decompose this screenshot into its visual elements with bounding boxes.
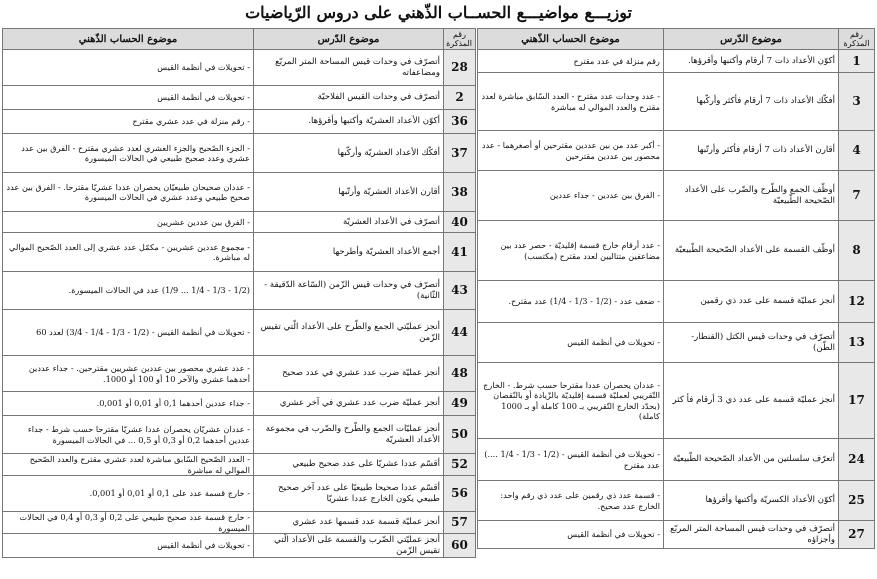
row-lesson: أوظّف القسمة على الأعداد الصّحيحة الطّبيعيّة	[664, 221, 839, 281]
row-number: 12	[839, 281, 875, 323]
row-mental: - عددان عشريّان يحصران عددا عشريّا مقترحا حسب شرط - جداء عددين أحدهما 0,2 أو 0,3 أو 0,5 ... في الحالات الميسورة	[3, 416, 254, 454]
row-number: 56	[444, 476, 476, 512]
row-mental: - تحويلات في أنظمة القيس	[478, 521, 664, 549]
table-row	[3, 534, 476, 558]
row-mental: - الفرق بين عددين - جداء عددين	[478, 171, 664, 221]
row-number: 41	[444, 233, 476, 272]
row-number: 48	[444, 356, 476, 392]
row-mental: - تحويلات في أنظمة القيس	[3, 50, 254, 86]
row-lesson: أنجز عمليّات الجمع والطّرح والضّرب في مجموعة الأعداد العشريّة	[254, 416, 444, 454]
row-number: 36	[444, 110, 476, 134]
row-lesson: أكوّن الأعداد ذات 7 أرقام وأكتبها وأقرؤها.	[664, 50, 839, 73]
row-lesson: أتصرّف في وحدات قيس الكتل (القنطار- الطّن)	[664, 323, 839, 363]
row-lesson: أتصرّف في وحدات قيس المساحة المتر المربّع ومضاعفاته	[254, 50, 444, 86]
table-row	[3, 86, 476, 110]
row-number: 38	[444, 173, 476, 212]
header-number: رقم المذكرة	[839, 29, 875, 50]
row-lesson: أفكّك الأعداد ذات 7 أرقام فأكثر وأركّبها	[664, 73, 839, 131]
row-mental: - تحويلات في أنظمة القيس - (1/2 - 1/3 - 1/4 ....) عدد مقترح	[478, 439, 664, 481]
table-row	[478, 323, 875, 363]
row-lesson: أكوّن الأعداد الكسريّة وأكتبها وأقرؤها	[664, 481, 839, 521]
row-mental: رقم منزلة في عدد مقترح	[478, 50, 664, 73]
row-mental: - تحويلات في أنظمة القيس	[3, 534, 254, 558]
row-mental: - عددان صحيحان طبيعيّان يحصران عددا عشريّا مقترحا. - الفرق بين عدد صحيح طبيعي وعدد عشري في الحالات الميسورة	[3, 173, 254, 212]
header-lesson: موضوع الدّرس	[254, 29, 444, 50]
row-lesson: أقسّم عددا عشريّا على عدد صحيح طبيعي	[254, 454, 444, 476]
row-lesson: أوظّف الجمع والطّرح والضّرب على الأعداد الصّحيحة الطّبيعيّة	[664, 171, 839, 221]
row-lesson: أكوّن الأعداد العشريّة وأكتبها وأقرؤها.	[254, 110, 444, 134]
row-mental: - خارج قسمة عدد على 0,1 أو 0,01 أو 0,001.	[3, 476, 254, 512]
table-row	[478, 439, 875, 481]
row-number: 2	[444, 86, 476, 110]
table-row	[478, 73, 875, 131]
row-number: 4	[839, 131, 875, 171]
row-lesson: أنجز عمليّة قسمة على عدد ذي 3 أرقام فأ كثر	[664, 363, 839, 439]
table-header-row	[3, 29, 476, 50]
row-mental: - تحويلات في أنظمة القيس	[478, 323, 664, 363]
row-number: 25	[839, 481, 875, 521]
header-mental: موضوع الحساب الذّهني	[478, 29, 664, 50]
table-row	[3, 476, 476, 512]
row-mental: - تحويلات في أنظمة القيس	[3, 86, 254, 110]
distribution-table-right	[477, 28, 875, 549]
table-row	[478, 131, 875, 171]
row-number: 37	[444, 134, 476, 173]
row-number: 7	[839, 171, 875, 221]
row-mental: - عدد أرقام خارج قسمة إقليديّة - حصر عدد بين مضاعفين متتاليين لعدد مقترح (مكتسب)	[478, 221, 664, 281]
row-mental: - عدد وحدات عدد مقترح - العدد السّابق مباشرة لعدد مقترح والعدد الموالي له مباشرة	[478, 73, 664, 131]
row-number: 52	[444, 454, 476, 476]
row-mental: - قسمة عدد ذي رقمين على عدد ذي رقم واحد: الخارج عدد صحيح.	[478, 481, 664, 521]
table-row	[3, 233, 476, 272]
row-lesson: أنجز عمليّة ضرب عدد عشري في عدد صحيح	[254, 356, 444, 392]
row-lesson: أنجز عمليّة ضرب عدد عشري في آخر عشري	[254, 392, 444, 416]
row-mental: (1/2 - 1/3 - 1/4 ... 1/9) عدد في الحالات الميسورة.	[3, 272, 254, 310]
table-row	[3, 416, 476, 454]
table-row	[478, 281, 875, 323]
table-row	[478, 363, 875, 439]
row-mental: - أكبر عدد من بين عددين مقترحين أو أصغرهما - عدد محصور بين عددين مقترحين	[478, 131, 664, 171]
table-row	[3, 272, 476, 310]
row-number: 17	[839, 363, 875, 439]
row-lesson: أنجز عمليّتي الجمع والطّرح على الأعداد الّتي تقيس الزّمن	[254, 310, 444, 356]
row-lesson: أقسّم عددا صحيحا طبيعيّا على عدد آخر صحيح طبيعي يكون الخارج عددا عشريّا	[254, 476, 444, 512]
row-mental: - ضعف عدد - (1/2 - 1/3 - 1/4) عدد مقترح.	[478, 281, 664, 323]
table-row	[3, 212, 476, 233]
row-mental: - عدد عشري محصور بين عددين عشريين مقترحين. - جداء عددين أحدهما عشري والآخر 10 أو 100 أو 1000.	[3, 356, 254, 392]
row-lesson: أتعرّف سلسلتين من الأعداد الصّحيحة الطّبيعيّة	[664, 439, 839, 481]
row-mental: - الفرق بين عددين عشريين	[3, 212, 254, 233]
header-mental: موضوع الحساب الذّهني	[3, 29, 254, 50]
row-number: 40	[444, 212, 476, 233]
row-lesson: أقارن الأعداد العشريّة وأرتّبها	[254, 173, 444, 212]
table-row	[478, 221, 875, 281]
row-number: 1	[839, 50, 875, 73]
table-row	[3, 310, 476, 356]
row-number: 24	[839, 439, 875, 481]
table-row	[3, 173, 476, 212]
header-number: رقم المذكرة	[444, 29, 476, 50]
table-row	[3, 356, 476, 392]
row-number: 50	[444, 416, 476, 454]
row-lesson: أنجز عمليّة قسمة عدد قسمها عدد عشري	[254, 512, 444, 534]
table-row	[3, 50, 476, 86]
row-lesson: أنجز عمليّة قسمة على عدد ذي رقمين	[664, 281, 839, 323]
table-row	[478, 171, 875, 221]
row-number: 27	[839, 521, 875, 549]
row-number: 43	[444, 272, 476, 310]
row-number: 57	[444, 512, 476, 534]
row-mental: - الجزء الصّحيح والجزء العشري لعدد عشري مقترح - الفرق بين عدد عشري وعدد صحيح طبيعي في الحالات الميسورة	[3, 134, 254, 173]
row-mental: - خارج قسمة عدد صحيح طبيعي على 0,2 أو 0,3 أو 0,4 في الحالات الميسورة	[3, 512, 254, 534]
row-lesson: أجمع الأعداد العشريّة وأطرحها	[254, 233, 444, 272]
table-header-row	[478, 29, 875, 50]
header-lesson: موضوع الدّرس	[664, 29, 839, 50]
row-mental: - رقم منزلة في عدد عشري مقترح	[3, 110, 254, 134]
row-number: 44	[444, 310, 476, 356]
row-number: 28	[444, 50, 476, 86]
row-lesson: أنجز عمليّتي الضّرب والقسمة على الأعداد الّتي تقيس الزّمن	[254, 534, 444, 558]
row-mental: - العدد الصّحيح السّابق مباشرة لعدد عشري مقترح والعدد الصّحيح الموالي له مباشرة	[3, 454, 254, 476]
row-mental: - عددان يحصران عددا مقترحا حسب شرط. - الخارج التّقريبي لعمليّة قسمة إقليديّة بالزّيادة أو بالنّقصان (بحدّد الخارج التّقريبي بـ 100 كاملة أو بـ 1000 كاملة)	[478, 363, 664, 439]
row-lesson: أقارن الأعداد ذات 7 أرقام فأكثر وأرتّبها	[664, 131, 839, 171]
row-number: 8	[839, 221, 875, 281]
table-row	[3, 512, 476, 534]
table-row	[478, 50, 875, 73]
row-mental: - جداء عددين أحدهما 0,1 أو 0,01 أو 0,001.	[3, 392, 254, 416]
row-mental: - تحويلات في أنظمة القيس - (1/2 - 1/3 - 1/4 - 3/4) لعدد 60	[3, 310, 254, 356]
row-number: 3	[839, 73, 875, 131]
table-row	[3, 134, 476, 173]
table-row	[3, 110, 476, 134]
row-lesson: أتصرّف في الأعداد العشريّة	[254, 212, 444, 233]
row-number: 49	[444, 392, 476, 416]
row-mental: - مجموع عددين عشريين - مكمّل عدد عشري إلى العدد الصّحيح الموالي له مباشرة.	[3, 233, 254, 272]
page-title: توزيـــع مواضيـــع الحســاب الذّهني على دروس الرّياضيات	[245, 3, 632, 22]
row-lesson: أفكّك الأعداد العشريّة وأركّبها	[254, 134, 444, 173]
table-row	[478, 481, 875, 521]
table-row	[3, 392, 476, 416]
row-lesson: أتصرّف في وحدات القيس الفلاحيّة	[254, 86, 444, 110]
table-row	[3, 454, 476, 476]
row-lesson: أتصرّف في وحدات قيس المساحة المتر المربّع وأجزاؤه	[664, 521, 839, 549]
row-number: 60	[444, 534, 476, 558]
row-number: 13	[839, 323, 875, 363]
distribution-table-left	[2, 28, 476, 558]
row-lesson: أتصرّف في وحدات قيس الزّمن (السّاعة الدّقيقة - الثّانية)	[254, 272, 444, 310]
table-row	[478, 521, 875, 549]
